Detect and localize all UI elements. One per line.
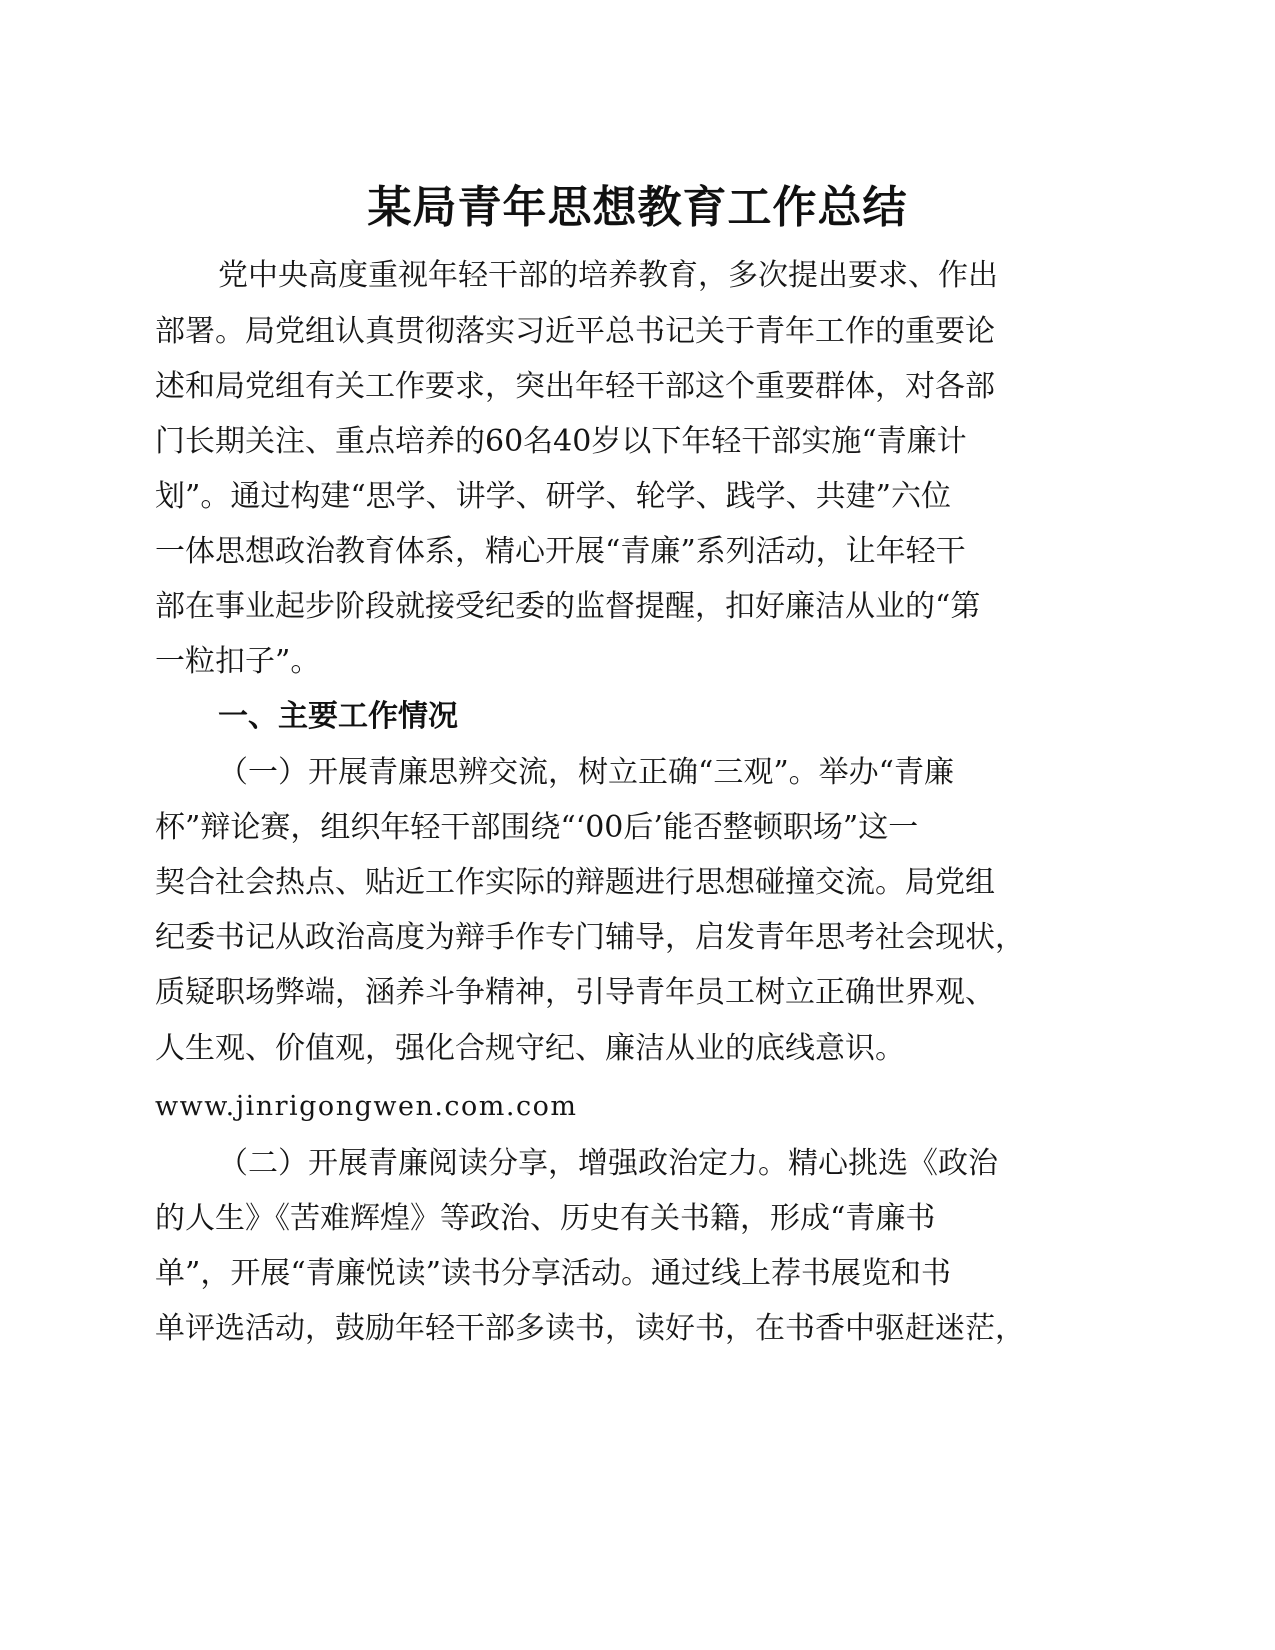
subsection-2-line: 单”，开展“青廉悦读”读书分享活动。通过线上荐书展览和书 (155, 1256, 952, 1291)
subsection-1-line: 纪委书记从政治高度为辩手作专门辅导，启发青年思考社会现状， (155, 920, 1025, 955)
intro-line: 部署。局党组认真贯彻落实习近平总书记关于青年工作的重要论 (155, 314, 995, 349)
subsection-1-line: 人生观、价值观，强化合规守纪、廉洁从业的底线意识。 (155, 1031, 905, 1066)
intro-line: 一体思想政治教育体系，精心开展“青廉”系列活动，让年轻干 (155, 534, 966, 569)
section-heading: 一、主要工作情况 (218, 699, 458, 734)
subsection-1-line: 质疑职场弊端，涵养斗争精神，引导青年员工树立正确世界观、 (155, 975, 995, 1010)
watermark-url: www.jinrigongwen.com.com (155, 1091, 578, 1122)
intro-line: 党中央高度重视年轻干部的培养教育，多次提出要求、作出 (218, 258, 998, 293)
intro-line: 一粒扣子”。 (155, 644, 321, 679)
intro-line: 划”。通过构建“思学、讲学、研学、轮学、践学、共建”六位 (155, 479, 952, 514)
subsection-2-line: 单评选活动，鼓励年轻干部多读书，读好书，在书香中驱赶迷茫， (155, 1311, 1025, 1346)
intro-line: 部在事业起步阶段就接受纪委的监督提醒，扣好廉洁从业的“第 (155, 589, 981, 624)
document-title: 某局青年思想教育工作总结 (367, 182, 908, 233)
intro-line: 门长期关注、重点培养的60名40岁以下年轻干部实施“青廉计 (155, 424, 967, 459)
subsection-2-line: 的人生》《苦难辉煌》等政治、历史有关书籍，形成“青廉书 (155, 1201, 936, 1236)
subsection-2-line: （二）开展青廉阅读分享，增强政治定力。精心挑选《政治 (218, 1146, 998, 1181)
intro-line: 述和局党组有关工作要求，突出年轻干部这个重要群体，对各部 (155, 369, 995, 404)
subsection-1-line: 契合社会热点、贴近工作实际的辩题进行思想碰撞交流。局党组 (155, 865, 995, 900)
subsection-1-line: （一）开展青廉思辨交流，树立正确“三观”。举办“青廉 (218, 755, 955, 790)
subsection-1-line: 杯”辩论赛，组织年轻干部围绕“‘00后’能否整顿职场”这一 (155, 810, 919, 845)
